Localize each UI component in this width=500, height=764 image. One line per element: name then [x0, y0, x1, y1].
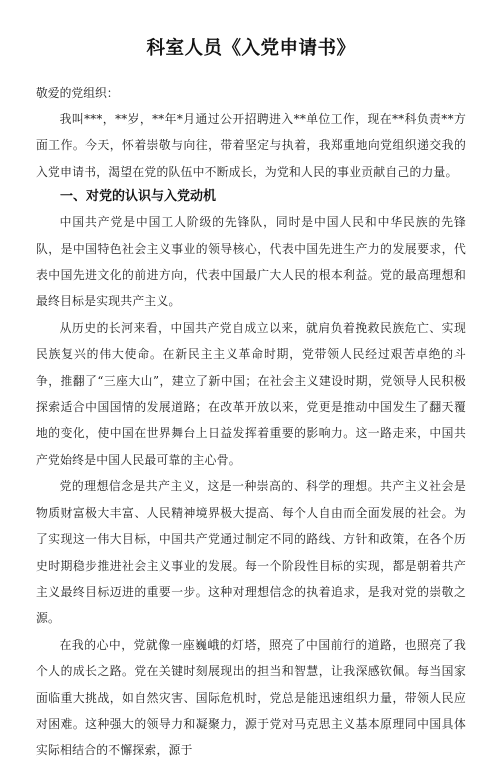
salutation: 敬爱的党组织：: [36, 86, 119, 100]
document-title: 科室人员《入党申请书》: [146, 38, 356, 59]
body-paragraph: 从历史的长河来看，中国共产党自成立以来，就肩负着挽救民族危亡、实现民族复兴的伟大使命。在新民主主义革命时期，党带领人民经过艰苦卓绝的斗争，推翻了“三座大山”，建立了新中国；在社会主义建设时期，党领导人民积极探索适合中国国情的发展道路；在改革开放以来，党更是推动中国发生了翻天覆地的变化，使中国在世界舞台上日益发挥着重要的影响力。这一路走来，中国共产党始终是中国人民最可靠的主心骨。: [36, 320, 466, 467]
body-paragraph: 党的理想信念是共产主义，这是一种崇高的、科学的理想。共产主义社会是物质财富极大丰富、人民精神境界极大提高、每个人自由而全面发展的社会。为了实现这一伟大目标，中国共产党通过制定不同的路线、方针和政策，在各个历史时期稳步推进社会主义事业的发展。每一个阶段性目标的实现，都是朝着共产主义最终目标迈进的重要一步。这种对理想信念的执着追求，是我对党的崇敬之源。: [36, 479, 466, 626]
body-paragraph: 中国共产党是中国工人阶级的先锋队，同时是中国人民和中华民族的先锋队，是中国特色社会主义事业的领导核心，代表中国先进生产力的发展要求，代表中国先进文化的前进方向，代表中国最广大人民的根本利益。党的最高理想和最终目标是实现共产主义。: [36, 215, 466, 309]
intro-paragraph: 我叫***，**岁，**年*月通过公开招聘进入**单位工作，现在**科负责**方面工作。今天，怀着崇敬与向往，带着坚定与执着，我郑重地向党组织递交我的入党申请书，渴望在党的队伍中不断成长，为党和人民的事业贡献自己的力量。: [36, 112, 466, 179]
body-paragraph: 在我的心中，党就像一座巍峨的灯塔，照亮了中国前行的道路，也照亮了我个人的成长之路。党在关键时刻展现出的担当和智慧，让我深感钦佩。每当国家面临重大挑战，如自然灾害、国际危机时，党总是能迅速组织力量，带领人民应对困难。这种强大的领导力和凝聚力，源于党对马克思主义基本原理同中国具体实际相结合的不懈探索，源于: [36, 637, 466, 758]
section-heading: 一、对党的认识与入党动机: [60, 189, 217, 205]
